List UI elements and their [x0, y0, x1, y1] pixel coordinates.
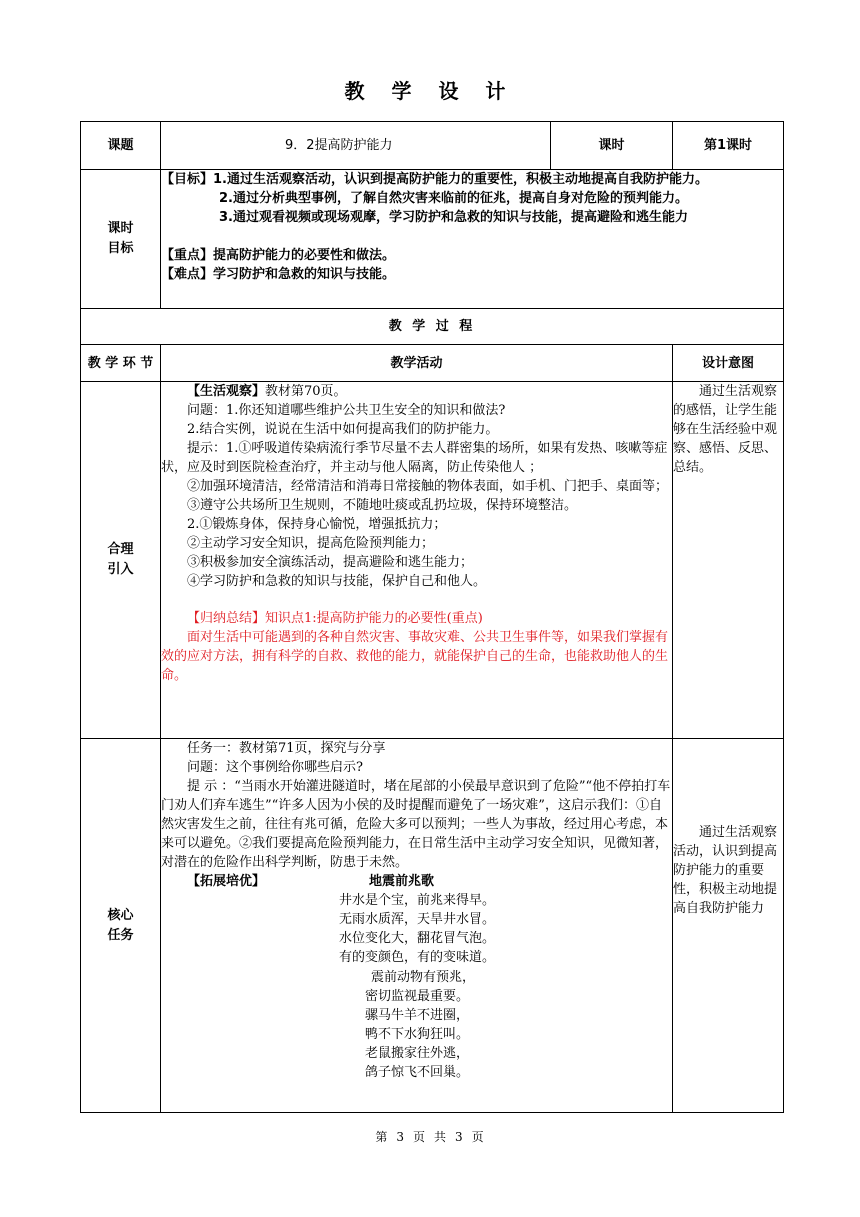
hint-2: ②加强环境清洁，经常清洁和消毒日常接触的物体表面，如手机、门把手、桌面等； [187, 479, 669, 494]
hours-value: 第1课时 [673, 122, 784, 170]
goal-1-text: 1.通过生活观察活动，认识到提高防护能力的重要性，积极主动地提高自我防护能力。 [213, 172, 709, 187]
poem-part-a [161, 891, 672, 967]
topic-label: 课题 [81, 122, 161, 170]
intent-intro: 通过生活观察的感悟，让学生能够在生活经验中观察、感悟、反思、总结。 [673, 382, 784, 739]
goal-2: 2.通过分析典型事例，了解自然灾害来临前的征兆，提高自身对危险的预判能力。 [219, 191, 688, 206]
hint-1: 提示：1.①呼吸道传染病流行季节尽量不去人群密集的场所，如果有发热、咳嗽等症状，应及时到医院检查治疗，并主动与他人隔离，防止传染他人 ； [161, 441, 668, 475]
stage-intro-line2: 引入 [107, 562, 134, 577]
col-stage: 教 学 环 节 [81, 345, 161, 382]
summary-heading [161, 609, 672, 628]
key-tag: 【重点】 [161, 248, 214, 263]
poem-line: 骡马牛羊不进圈， [365, 1008, 470, 1023]
objectives-label-line2: 目标 [107, 241, 134, 256]
summary-title: 知识点1:提高防护能力的必要性(重点) [265, 611, 483, 626]
topic-value: 9．2提高防护能力 [161, 122, 551, 170]
process-title-row [81, 309, 784, 345]
goal-1 [161, 170, 783, 189]
stage-core-line1: 核心 [107, 907, 134, 923]
task-question: 问题：这个事例给你哪些启示? [187, 760, 363, 775]
stage-intro [81, 382, 161, 739]
footer-text: 第 [375, 1130, 389, 1144]
task-hint: 提 示 ：“当雨水开始灌进隧道时，堵在尾部的小侯最早意识到了危险”“他不停拍打车门劝人们弃车逃生”“许多人因为小侯的及时提醒而避免了一场灾难”，这启示我们：①自然灾害发生之前，往往有兆可循，危险大多可以预判；一些人为事故，经过用心考虑，本来可以避免。②我们要提高危险预判能力，在日常生活中主动学习安全知识，见微知著，对潜在的危险作出科学判断，防患于未然。 [161, 779, 671, 870]
poem-title: 地震前兆歌 [369, 874, 435, 889]
lesson-plan-table [80, 121, 784, 1113]
question-1: 问题：1.你还知道哪些维护公共卫生安全的知识和做法? [187, 403, 506, 418]
section-intro-row [81, 382, 784, 739]
extension-tag: 【拓展培优】 [187, 874, 266, 889]
key-text: 提高防护能力的必要性和做法。 [213, 248, 396, 263]
process-title: 教 学 过 程 [81, 309, 784, 345]
objectives-label-line1: 课时 [107, 221, 134, 236]
stage-intro-line1: 合理 [107, 542, 134, 557]
summary-text: 面对生活中可能遇到的各种自然灾害、事故灾难、公共卫生事件等，如果我们掌握有效的应对方法，拥有科学的自救、救他的能力，就能保护自己的生命，也能救助他人的生命。 [161, 630, 669, 683]
poem-part-b [161, 967, 672, 1082]
observation-tag: 【生活观察】 [187, 384, 266, 399]
hint-6: ③积极参加安全演练活动，提高避险和逃生能力； [187, 555, 474, 570]
extension-heading [161, 872, 672, 891]
poem-line: 水位变化大，翻花冒气泡。 [339, 931, 496, 946]
poem-line: 震前动物有预兆， [371, 970, 476, 985]
observation [161, 382, 672, 401]
intent-core: 通过生活观察活动，认识到提高防护能力的重要性，积极主动地提高自我防护能力 [673, 739, 784, 1113]
page-title: 教 学 设 计 [344, 79, 516, 103]
goal-tag: 【目标】 [161, 172, 214, 187]
column-header-row [81, 345, 784, 382]
observation-text: 教材第70页。 [265, 384, 347, 399]
goal-3: 3.通过观看视频或现场观摩，学习防护和急救的知识与技能，提高避险和逃生能力 [219, 210, 688, 225]
poem-line: 密切监视最重要。 [365, 989, 470, 1004]
footer-text: 共 [434, 1130, 448, 1144]
poem-line: 老鼠搬家往外逃， [365, 1046, 470, 1061]
activity-intro [161, 382, 673, 739]
page-footer [0, 1128, 860, 1147]
header-row [81, 122, 784, 170]
objectives-row [81, 170, 784, 309]
section-core-row [81, 739, 784, 1113]
hint-7: ④学习防护和急救的知识与技能，保护自己和他人。 [187, 574, 487, 589]
hours-label: 课时 [551, 122, 673, 170]
col-activity: 教学活动 [161, 345, 673, 382]
poem-line: 无雨水质浑，天旱井水冒。 [339, 912, 496, 927]
footer-text: 页 [412, 1130, 426, 1144]
page-total: 3 [455, 1130, 464, 1144]
poem-line: 鸭不下水狗狂叫。 [365, 1027, 470, 1042]
task-1: 任务一：教材第71页，探究与分享 [187, 741, 386, 756]
hint-4: 2.①锻炼身体，保持身心愉悦，增强抵抗力； [187, 517, 447, 532]
key-point [161, 246, 783, 265]
poem-line: 井水是个宝，前兆来得早。 [339, 893, 496, 908]
hint-5: ②主动学习安全知识，提高危险预判能力； [187, 536, 435, 551]
activity-core [161, 739, 673, 1113]
objectives-label [81, 170, 161, 309]
objectives-content [161, 170, 784, 309]
hint-3: ③遵守公共场所卫生规则，不随地吐痰或乱扔垃圾，保持环境整洁。 [187, 498, 578, 513]
page-number: 3 [396, 1130, 405, 1144]
footer-text: 页 [471, 1130, 485, 1144]
question-2: 2.结合实例，说说在生活中如何提高我们的防护能力。 [187, 422, 499, 437]
diff-tag: 【难点】 [161, 267, 214, 282]
poem-line: 有的变颜色，有的变味道。 [339, 950, 496, 965]
col-intent: 设计意图 [673, 345, 784, 382]
difficult-point [161, 265, 783, 284]
stage-core [81, 739, 161, 1113]
diff-text: 学习防护和急救的知识与技能。 [213, 267, 396, 282]
stage-core-line2: 任务 [107, 927, 134, 943]
poem-line: 鸽子惊飞不回巢。 [365, 1065, 470, 1080]
summary-tag: 【归纳总结】 [187, 611, 266, 626]
